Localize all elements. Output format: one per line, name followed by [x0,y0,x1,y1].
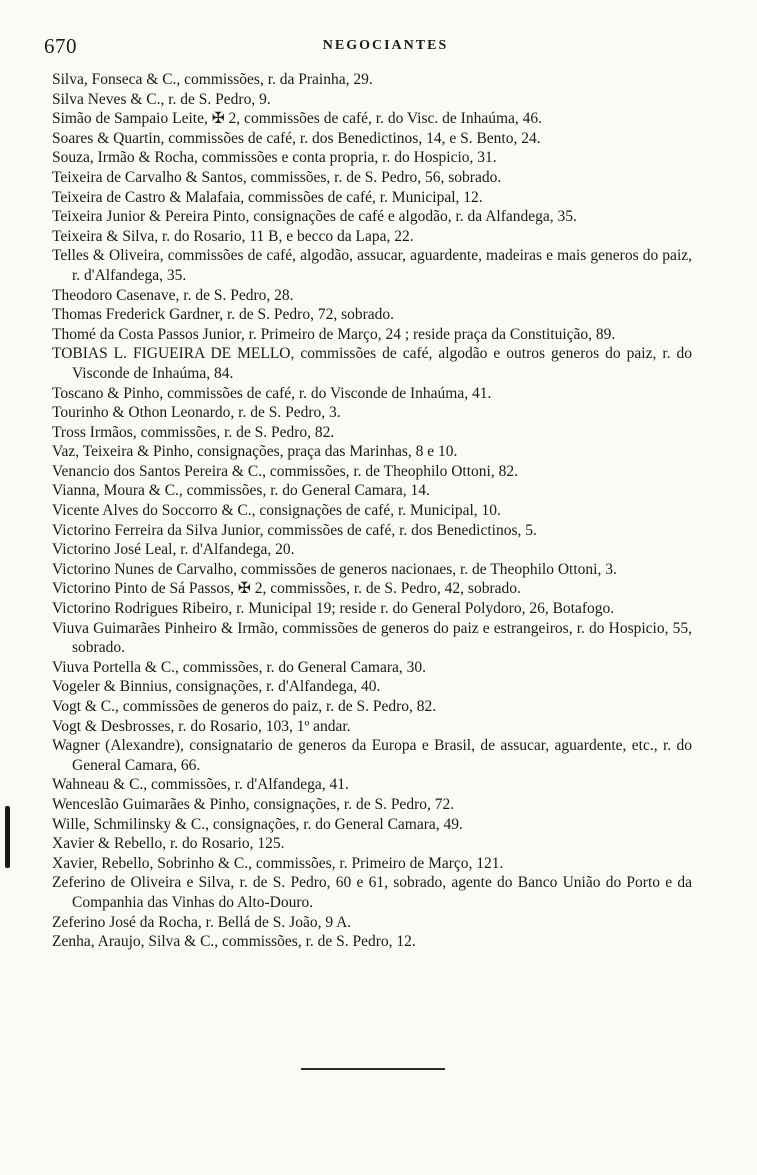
list-item: Venancio dos Santos Pereira & C., commissões, r. de Theophilo Ottoni, 82. [52,462,518,480]
list-item: Vogt & C., commissões de generos do paiz, r. de S. Pedro, 82. [52,698,437,715]
list-item: Souza, Irmão & Rocha, commissões e conta propria, r. do Hospicio, 31. [52,149,497,167]
list-item: Teixeira de Carvalho & Santos, commissões, r. de S. Pedro, 56, sobrado. [52,168,502,186]
closing-rule [301,1068,445,1070]
list-item: Vogt & Desbrosses, r. do Rosario, 103, 1º andar. [52,717,351,735]
page-header [44,34,727,64]
list-item: Wille, Schmilinsky & C., consignações, r. do General Camara, 49. [52,815,463,833]
list-item: Thomé da Costa Passos Junior, r. Primeiro de Março, 24 ; reside praça da Constituição, 89. [52,325,616,343]
list-item: Silva Neves & C., r. de S. Pedro, 9. [52,90,271,108]
list-item: Wenceslão Guimarães & Pinho, consignações, r. de S. Pedro, 72. [52,795,455,813]
list-item: Vianna, Moura & C., commissões, r. do General Camara, 14. [52,482,430,500]
list-item: TOBIAS L. FIGUEIRA DE MELLO, commissões de café, algodão e outros generos do paiz, r. do Visconde de Inhaúma, 84. [52,345,692,382]
list-item: Soares & Quartin, commissões de café, r. dos Benedictinos, 14, e S. Bento, 24. [52,129,541,147]
list-item: Telles & Oliveira, commissões de café, algodão, assucar, aguardente, madeiras e mais generos do paiz, r. d'Alfandega, 35. [52,247,692,284]
list-item: Simão de Sampaio Leite, ✠ 2, commissões de café, r. do Visc. de Inhaúma, 46. [52,110,543,128]
list-item: Xavier, Rebello, Sobrinho & C., commissões, r. Primeiro de Março, 121. [52,854,504,872]
list-item: Victorino José Leal, r. d'Alfandega, 20. [52,541,295,559]
list-item: Viuva Guimarães Pinheiro & Irmão, commissões de generos do paiz e estrangeiros, r. do Hospicio, 55, sobrado. [52,619,692,657]
list-item: Silva, Fonseca & C., commissões, r. da Prainha, 29. [52,71,373,88]
list-item: Wahneau & C., commissões, r. d'Alfandega, 41. [52,776,349,794]
list-item: Xavier & Rebello, r. do Rosario, 125. [52,835,285,853]
list-item: Theodoro Casenave, r. de S. Pedro, 28. [52,286,294,304]
section-title: NEGOCIANTES [322,38,449,53]
list-item: Teixeira de Castro & Malafaia, commissões de café, r. Municipal, 12. [52,188,483,206]
list-item: Tross Irmãos, commissões, r. de S. Pedro, 82. [52,423,335,441]
list-item: Vaz, Teixeira & Pinho, consignações, praça das Marinhas, 8 e 10. [52,443,458,461]
list-item: Viuva Portella & C., commissões, r. do General Camara, 30. [52,658,427,676]
list-item: Teixeira Junior & Pereira Pinto, consignações de café e algodão, r. da Alfandega, 35. [52,208,577,226]
list-item: Toscano & Pinho, commissões de café, r. do Visconde de Inhaúma, 41. [52,384,492,402]
list-item: Zeferino José da Rocha, r. Bellá de S. João, 9 A. [52,913,352,931]
margin-ink-mark [5,806,10,868]
list-item: Wagner (Alexandre), consignatario de generos da Europa e Brasil, de assucar, aguardente, etc., r. do General Camara, 66. [52,737,692,774]
list-item: Thomas Frederick Gardner, r. de S. Pedro, 72, sobrado. [52,306,395,324]
list-item: Teixeira & Silva, r. do Rosario, 11 B, e becco da Lapa, 22. [52,227,414,245]
list-item: Vicente Alves do Soccorro & C., consignações de café, r. Municipal, 10. [52,502,501,520]
page-number: 670 [44,34,77,58]
entry-list [52,70,692,952]
list-item: Victorino Nunes de Carvalho, commissões de generos nacionaes, r. de Theophilo Ottoni, 3. [52,560,617,578]
list-item: Victorino Rodrigues Ribeiro, r. Municipal 19; reside r. do General Polydoro, 26, Botafogo. [52,600,615,618]
list-item: Zeferino de Oliveira e Silva, r. de S. Pedro, 60 e 61, sobrado, agente do Banco União do Porto e da Companhia das Vinhas do Alto-Douro. [52,874,692,911]
list-item: Zenha, Araujo, Silva & C., commissões, r. de S. Pedro, 12. [52,933,416,951]
list-item: Vogeler & Binnius, consignações, r. d'Alfandega, 40. [52,678,381,696]
list-item: Victorino Ferreira da Silva Junior, commissões de café, r. dos Benedictinos, 5. [52,521,537,539]
list-item: Tourinho & Othon Leonardo, r. de S. Pedro, 3. [52,404,341,422]
list-item: Victorino Pinto de Sá Passos, ✠ 2, commissões, r. de S. Pedro, 42, sobrado. [52,580,521,598]
